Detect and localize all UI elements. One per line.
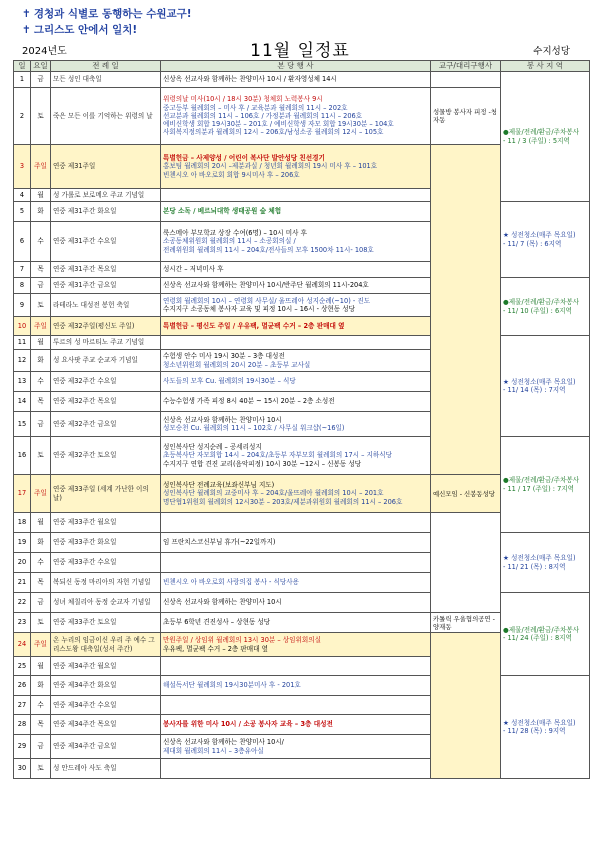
parish-events [161,613,431,633]
day-number: 21 [14,573,31,593]
day-number: 28 [14,715,31,735]
service-title: ★ 성전청소(매주 목요일) [503,231,576,240]
liturgy-day: 연중 제31주간 금요일 [51,278,161,294]
liturgy-day: 연중 제31주일 [51,145,161,189]
weekday: 토 [31,759,51,779]
weekday: 화 [31,676,51,696]
parish-events [161,735,431,759]
event-line: 빈첸시오 아 바오로회 회합 9시미사 후 – 206호 [163,170,300,179]
parish-events [161,676,431,696]
service-detail: - 11 / 3 (주일) : 5지역 [503,136,570,145]
parish-events [161,715,431,735]
day-number: 16 [14,437,31,475]
event-line: 만원주일 / 상임위 월례회의 13시 30분 – 상임위회의실 [163,636,321,645]
title-text: 11월 일정표 [250,41,350,61]
parish-name: 수지성당 [533,46,570,57]
motto-text-2: 그리스도 안에서 일치! [33,24,138,36]
parish-events [161,145,431,189]
parish-events [161,317,431,336]
liturgy-day: 연중 제33주일 (세계 가난한 이의 날) [51,475,161,513]
day-number: 5 [14,202,31,222]
event-line: 초등부 6학년 견진성사 – 상현동 성당 [163,618,271,627]
diocese-event: 예신모임 - 신봉동성당 [431,475,501,513]
day-number: 10 [14,317,31,336]
day-number: 26 [14,676,31,696]
motto-line-2 [22,22,137,37]
weekday: 월 [31,657,51,676]
event-line: 성모승천 Cu. 월례회의 11시 – 102호 / 사무실 워크샵(~16일) [163,424,345,432]
table-row [14,676,590,696]
day-number: 13 [14,372,31,392]
event-line: 수험생 안수 미사 19시 30분 – 3층 대성전 [163,352,285,361]
liturgy-day: 연중 제34주간 화요일 [51,676,161,696]
weekday: 월 [31,336,51,350]
day-number: 27 [14,696,31,715]
diocese-event [431,145,501,475]
table-row [14,336,590,350]
parish-events [161,222,431,262]
liturgy-day: 라테라노 대성전 봉헌 축일 [51,294,161,317]
liturgy-day: 연중 제32주간 수요일 [51,372,161,392]
liturgy-day: 성 가롤로 보로메오 주교 기념일 [51,189,161,202]
event-line: 본당 소독 / 베르뇌대학 생태공원 숲 체험 [163,207,282,216]
parish-events [161,513,431,533]
parish-events [161,262,431,278]
table-row [14,593,590,613]
table-row [14,202,590,222]
liturgy-day: 연중 제32주간 금요일 [51,412,161,437]
page-title [0,36,600,61]
day-number: 9 [14,294,31,317]
service-title: ●제물/전례/환금/주차봉사 [503,128,580,137]
service-area [501,533,590,593]
day-number: 29 [14,735,31,759]
day-number: 23 [14,613,31,633]
table-row [14,278,590,294]
col-header-service: 봉 사 지 역 [501,61,590,72]
day-number: 17 [14,475,31,513]
event-line: 신상옥 선교사와 함께하는 찬양미사 10시 [163,598,282,607]
service-title: ★ 성전청소(매주 목요일) [503,554,576,563]
service-title: ★ 성전청소(매주 목요일) [503,377,576,386]
liturgy-day: 연중 제34주간 목요일 [51,715,161,735]
day-number: 6 [14,222,31,262]
event-line: 성인복사단 전례교육(보좌신부님 지도) [163,481,275,490]
event-line: 성시간 – 저녁미사 후 [163,265,224,274]
weekday: 금 [31,593,51,613]
day-number: 2 [14,88,31,145]
service-detail: - 11/ 21 (목) : 8지역 [503,562,566,571]
diocese-event: 카톨릭 우울협의공연 - 양재동 [431,613,501,633]
day-number: 1 [14,72,31,88]
page-header [0,0,600,64]
weekday: 주일 [31,633,51,657]
event-line: 성인복사단 월례회의 교중미사 후 – 204호/울뜨레아 월례회의 10시 – 201호 [163,489,384,498]
weekday: 금 [31,412,51,437]
weekday: 화 [31,350,51,372]
event-line: 특별헌금 – 평신도 주일 / 우유팩, 멸균팩 수거 – 2층 판매대 옆 [163,321,345,330]
service-area [501,593,590,676]
weekday: 목 [31,573,51,593]
parish-events [161,696,431,715]
parish-events [161,336,431,350]
liturgy-day: 연중 제31주간 화요일 [51,202,161,222]
parish-events [161,202,431,222]
event-line: 우유팩, 멸균팩 수거 – 2층 판매대 옆 [163,644,268,653]
weekday: 화 [31,202,51,222]
parish-events [161,593,431,613]
parish-events [161,657,431,676]
event-line: 위령의날 미사(10시 / 18시 30분) 청체회 노력봉사 9시 [163,95,323,104]
event-line: 전례위원회 월례회의 11시 – 204호/전사들의 모후 1500차 11시- 108호 [163,245,374,254]
service-title: ●제물/전례/환금/주차봉사 [503,625,580,634]
event-line: 신상옥 선교사와 함께하는 찬양미사 10시 [163,415,282,424]
liturgy-day: 연중 제34주간 금요일 [51,735,161,759]
event-line: 선교분과 월례회의 11시 – 106호 / 가정분과 월례회의 11시 – 206호 [163,111,363,120]
liturgy-day: 온 누리의 임금이신 우리 주 예수 그리스도왕 대축일(성서 주간) [51,633,161,657]
event-line: 초등복사단 자모회합 14시 – 204호/초등부 자부모회 월례회의 17시 – 지하식당 [163,451,393,460]
day-number: 22 [14,593,31,613]
table-header-row [14,61,590,72]
parish-events [161,573,431,593]
service-area [501,336,590,437]
parish-events [161,72,431,88]
event-line: 예비신학생 회합 19시30분 – 201호 / 예비신학생 자모 회합 19시30분 – 104호 [163,120,394,129]
day-number: 25 [14,657,31,676]
event-line: 성인복사단 성지순례 – 공세리성지 [163,443,262,452]
cross-icon: ✝ [22,24,31,36]
parish-events [161,372,431,392]
event-line: 사회복지정의분과 월례회의 12시 – 206호/남성소공 월례회의 12시 – 105호 [163,128,384,137]
parish-events [161,533,431,553]
weekday: 수 [31,696,51,715]
weekday: 금 [31,72,51,88]
diocese-event [431,72,501,88]
table-row [14,533,590,553]
weekday: 주일 [31,317,51,336]
parish-events [161,412,431,437]
diocese-event: 성물방 봉사자 피정 -청자동 [431,88,501,145]
liturgy-day: 연중 제33주간 화요일 [51,533,161,553]
parish-events [161,350,431,372]
liturgy-day: 연중 제33주간 수요일 [51,553,161,573]
weekday: 수 [31,553,51,573]
parish-events [161,475,431,513]
weekday: 수 [31,222,51,262]
weekday: 목 [31,392,51,412]
weekday: 토 [31,613,51,633]
day-number: 3 [14,145,31,189]
weekday: 주일 [31,475,51,513]
service-detail: - 11/ 28 (목) : 9지역 [503,727,566,735]
weekday: 월 [31,513,51,533]
service-area [501,437,590,533]
day-number: 30 [14,759,31,779]
motto-text-1: 경청과 식별로 동행하는 수원교구! [33,8,192,20]
event-line: 제대회 월례회의 11시 – 3층유아실 [163,746,264,755]
weekday: 토 [31,294,51,317]
liturgy-day: 성녀 체칠리아 동정 순교자 기념일 [51,593,161,613]
event-line: 수지지구 연합 견진 교리(음악피정) 10시 30분 ~12시 – 신봉동 성당 [163,459,362,468]
event-line: 소공동체위원회 월례회의 11시 – 소공회의실 / [163,237,296,246]
liturgy-day: 연중 제33주간 토요일 [51,613,161,633]
parish-events [161,553,431,573]
diocese-event [431,633,501,779]
weekday: 목 [31,715,51,735]
liturgy-day: 연중 제31주간 수요일 [51,222,161,262]
service-detail: - 11/ 14 (목) : 7지역 [503,386,566,394]
service-detail: - 11 / 17 (주일) : 7지역 [503,484,574,493]
liturgy-day: 투르의 성 마르티노 주교 기념일 [51,336,161,350]
day-number: 24 [14,633,31,657]
weekday: 금 [31,735,51,759]
parish-events [161,392,431,412]
event-line: 봉사자를 위한 미사 10시 / 소공 봉사자 교육 – 3층 대성전 [163,720,333,729]
liturgy-day: 성 요사팟 주교 순교자 기념일 [51,350,161,372]
service-detail: - 11/ 10 (주일) : 6지역 [503,306,572,315]
diocese-event [431,513,501,613]
weekday: 주일 [31,145,51,189]
day-number: 12 [14,350,31,372]
table-row [14,72,590,88]
day-number: 18 [14,513,31,533]
event-line: 수능수험생 가족 피정 8시 40분 ~ 15시 20분 – 2층 소성전 [163,397,335,406]
day-number: 15 [14,412,31,437]
parish-events [161,294,431,317]
weekday: 목 [31,262,51,278]
event-line: 중고등부 월례회의 – 미사 후 / 교육분과 월례회의 11시 – 202호 [163,103,348,112]
event-line: 연령회 월례회의 10시 – 연령회 사무실/ 울뜨레아 성지순례(~10) - 진도 [163,296,371,305]
parish-events [161,189,431,202]
day-number: 19 [14,533,31,553]
table-row [14,437,590,475]
liturgy-day: 연중 제31주간 목요일 [51,262,161,278]
liturgy-day: 연중 제34주간 수요일 [51,696,161,715]
parish-events [161,759,431,779]
event-line: 신상옥 선교사와 함께하는 찬양미사 10시/반주단 월례회의 11시-204호 [163,281,369,290]
event-line: 해설독서단 월례회의 19시30분미사 후 - 201호 [163,681,301,690]
schedule-table [13,60,590,779]
day-number: 8 [14,278,31,294]
col-header-diocese: 교구/대리구행사 [431,61,501,72]
weekday: 화 [31,533,51,553]
service-area [501,676,590,779]
event-line: 빈첸시오 아 바오로회 사랑의집 봉사 - 식당사용 [163,578,299,587]
service-detail: - 11/ 7 (목) : 6지역 [503,239,562,248]
day-number: 7 [14,262,31,278]
cross-icon: ✝ [22,8,31,20]
col-header-day: 일 [14,61,31,72]
schedule-body [14,72,590,779]
year-label: 2024년도 [22,46,67,57]
liturgy-day: 연중 제32주간 목요일 [51,392,161,412]
event-line: 홍보팀 월례회의 20시 –제분과실 / 청년회 월례회의 19시 미사 후 – 101호 [163,162,378,171]
weekday: 토 [31,88,51,145]
col-header-liturgy: 전 례 일 [51,61,161,72]
service-title: ★ 성전청소(매주 목요일) [503,718,576,727]
parish-events [161,278,431,294]
day-number: 14 [14,392,31,412]
day-number: 20 [14,553,31,573]
service-area [501,202,590,278]
service-area [501,72,590,202]
event-line: 신상옥 선교사와 함께하는 찬양미사 10시 / 환자영성체 14시 [163,75,337,84]
weekday: 토 [31,437,51,475]
weekday: 금 [31,278,51,294]
event-line: 특별헌금 – 사제양성 / 어린이 복사단 발안성당 친선경기 [163,154,325,163]
liturgy-day: 연중 제34주간 월요일 [51,657,161,676]
event-line: 사도들의 모후 Cu. 월례회의 19시30분 – 식당 [163,377,296,386]
service-area [501,278,590,336]
liturgy-day: 연중 제32주간 토요일 [51,437,161,475]
liturgy-day: 성 안드레아 사도 축일 [51,759,161,779]
day-number: 4 [14,189,31,202]
parish-events [161,437,431,475]
motto-line-1 [22,6,192,21]
liturgy-day: 모든 성인 대축일 [51,72,161,88]
liturgy-day: 복되신 동정 마리아의 자헌 기념일 [51,573,161,593]
weekday: 수 [31,372,51,392]
weekday: 월 [31,189,51,202]
event-line: 명단협1위원회 월례회의 12시30분 – 203호/제분과위원회 월례회의 11시 – 206호 [163,497,403,506]
parish-events [161,633,431,657]
liturgy-day: 연중 제33주간 월요일 [51,513,161,533]
service-detail: - 11/ 24 (주일) : 8지역 [503,634,572,642]
liturgy-day: 죽은 모든 이를 기억하는 위령의 날 [51,88,161,145]
service-title: ●제물/전례/환금/주차봉사 [503,298,580,307]
liturgy-day: 연중 제32주일(평신도 주일) [51,317,161,336]
col-header-parish-events: 본 당 행 사 [161,61,431,72]
event-line: 수지지구 소공동체 봉사자 교육 및 피정 10시 – 16시 - 상현동 성당 [163,305,356,313]
event-line: 임 프란치스코신부님 휴가(~22일까지) [163,538,276,547]
service-title: ●제물/전례/환금/주차봉사 [503,476,580,485]
col-header-weekday: 요일 [31,61,51,72]
event-line: 신상옥 선교사와 함께하는 찬양미사 10시/ [163,738,284,747]
parish-events [161,88,431,145]
event-line: 청소년위원회 월례회의 20시 20분 – 초등부 교사실 [163,360,311,369]
day-number: 11 [14,336,31,350]
event-line: 룩스메아 부모학교 상장 수여(6명) – 10시 미사 후 [163,229,307,238]
